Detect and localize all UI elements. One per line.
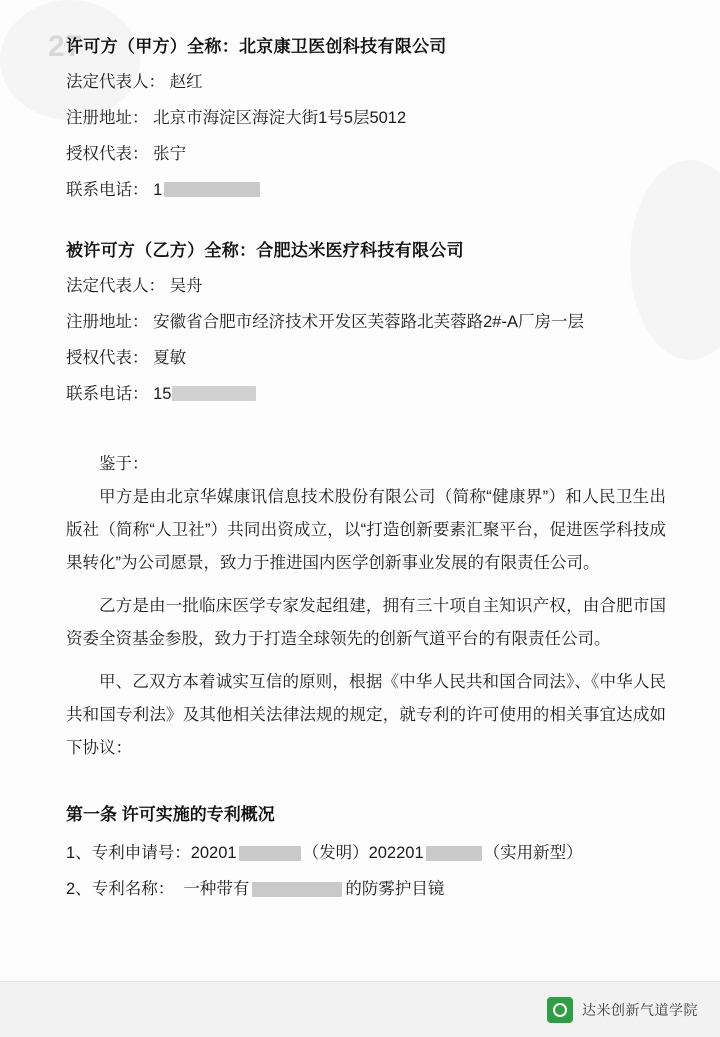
patent-application-number-row — [66, 835, 666, 871]
licensee-authorized-rep-row — [66, 340, 666, 376]
patent-type-utility: （实用新型） — [483, 844, 583, 862]
spacer — [66, 765, 666, 795]
recitals-heading: 鉴于： — [99, 455, 149, 473]
patent-application-value-utility: 202201 — [368, 844, 424, 862]
recitals-paragraph-2: 乙方是由一批临床医学专家发起组建，拥有三十项自主知识产权，由合肥市国资委全资基金参股，致力于打造全球领先的创新气道平台的有限责任公司。 — [66, 597, 666, 648]
article-one-title: 第一条 许可实施的专利概况 — [66, 805, 275, 824]
licensee-address-row — [66, 304, 666, 340]
licensor-phone-value: 1 — [153, 181, 163, 199]
recitals-paragraph-3: 甲、乙双方本着诚实互信的原则，根据《中华人民共和国合同法》、《中华人民共和国专利法》及其他相关法律法规的规定，就专利的许可使用的相关事宜达成如下协议： — [66, 673, 666, 757]
recitals-paragraph-1: 甲方是由北京华媒康讯信息技术股份有限公司（简称“健康界”）和人民卫生出版社（简称“人卫社”）共同出资成立，以“打造创新要素汇聚平台，促进医学科技成果转化”为公司愿景，致力于推进国内医学创新事业发展的有限责任公司。 — [66, 488, 666, 572]
patent-application-index: 1、 — [66, 844, 92, 862]
licensor-block — [66, 30, 666, 208]
brand-attribution[interactable] — [547, 997, 698, 1023]
document-content — [66, 30, 666, 907]
licensee-title: 被许可方（乙方）全称：合肥达米医疗科技有限公司 — [66, 241, 464, 260]
article-one-block — [66, 795, 666, 907]
licensee-legal-rep-label: 法定代表人： — [66, 277, 165, 295]
footer-bar — [0, 981, 720, 1037]
redaction-mark — [426, 846, 482, 861]
spacer — [66, 656, 666, 666]
redaction-mark — [172, 386, 256, 401]
licensor-authorized-rep-label: 授权代表： — [66, 145, 149, 163]
licensee-phone-label: 联系电话： — [66, 385, 149, 403]
page-number: 27 — [48, 30, 84, 63]
redaction-mark — [252, 882, 342, 897]
licensor-phone-row — [66, 172, 666, 208]
patent-application-value-invention: 20201 — [190, 844, 237, 862]
patent-name-row — [66, 871, 666, 907]
patent-name-index: 2、 — [66, 880, 92, 898]
licensee-authorized-rep-label: 授权代表： — [66, 349, 149, 367]
licensor-address-row — [66, 100, 666, 136]
patent-name-value-suffix: 的防雾护目镜 — [345, 880, 445, 898]
licensee-legal-rep-row — [66, 268, 666, 304]
licensor-legal-rep-row — [66, 64, 666, 100]
redaction-mark — [164, 182, 260, 197]
licensor-address-value: 北京市海淀区海淀大街1号5层5012 — [153, 109, 407, 127]
licensor-legal-rep-label: 法定代表人： — [66, 73, 165, 91]
licensor-address-label: 注册地址： — [66, 109, 149, 127]
licensor-authorized-rep-value: 张宁 — [153, 145, 187, 163]
licensee-legal-rep-value: 吴舟 — [169, 277, 203, 295]
licensor-authorized-rep-row — [66, 136, 666, 172]
licensee-phone-value: 15 — [153, 385, 172, 403]
circle-logo-icon — [547, 997, 573, 1023]
licensee-address-label: 注册地址： — [66, 313, 149, 331]
licensee-address-value: 安徽省合肥市经济技术开发区芙蓉路北芙蓉路2#-A厂房一层 — [153, 313, 584, 331]
spacer — [66, 418, 666, 448]
patent-name-label: 专利名称： — [91, 880, 175, 898]
patent-application-label: 专利申请号： — [91, 844, 191, 862]
licensor-phone-label: 联系电话： — [66, 181, 149, 199]
patent-name-value-prefix: 一种带有 — [183, 880, 250, 898]
redaction-mark — [239, 846, 301, 861]
recitals-block — [66, 448, 666, 765]
licensor-legal-rep-value: 赵红 — [169, 73, 203, 91]
patent-type-invention: （发明） — [302, 844, 369, 862]
spacer — [66, 580, 666, 590]
brand-name: 达米创新气道学院 — [582, 1001, 698, 1018]
licensor-title: 许可方（甲方）全称：北京康卫医创科技有限公司 — [66, 37, 447, 56]
licensee-block — [66, 234, 666, 412]
licensee-authorized-rep-value: 夏敏 — [153, 349, 187, 367]
licensee-phone-row — [66, 376, 666, 412]
spacer — [66, 214, 666, 234]
